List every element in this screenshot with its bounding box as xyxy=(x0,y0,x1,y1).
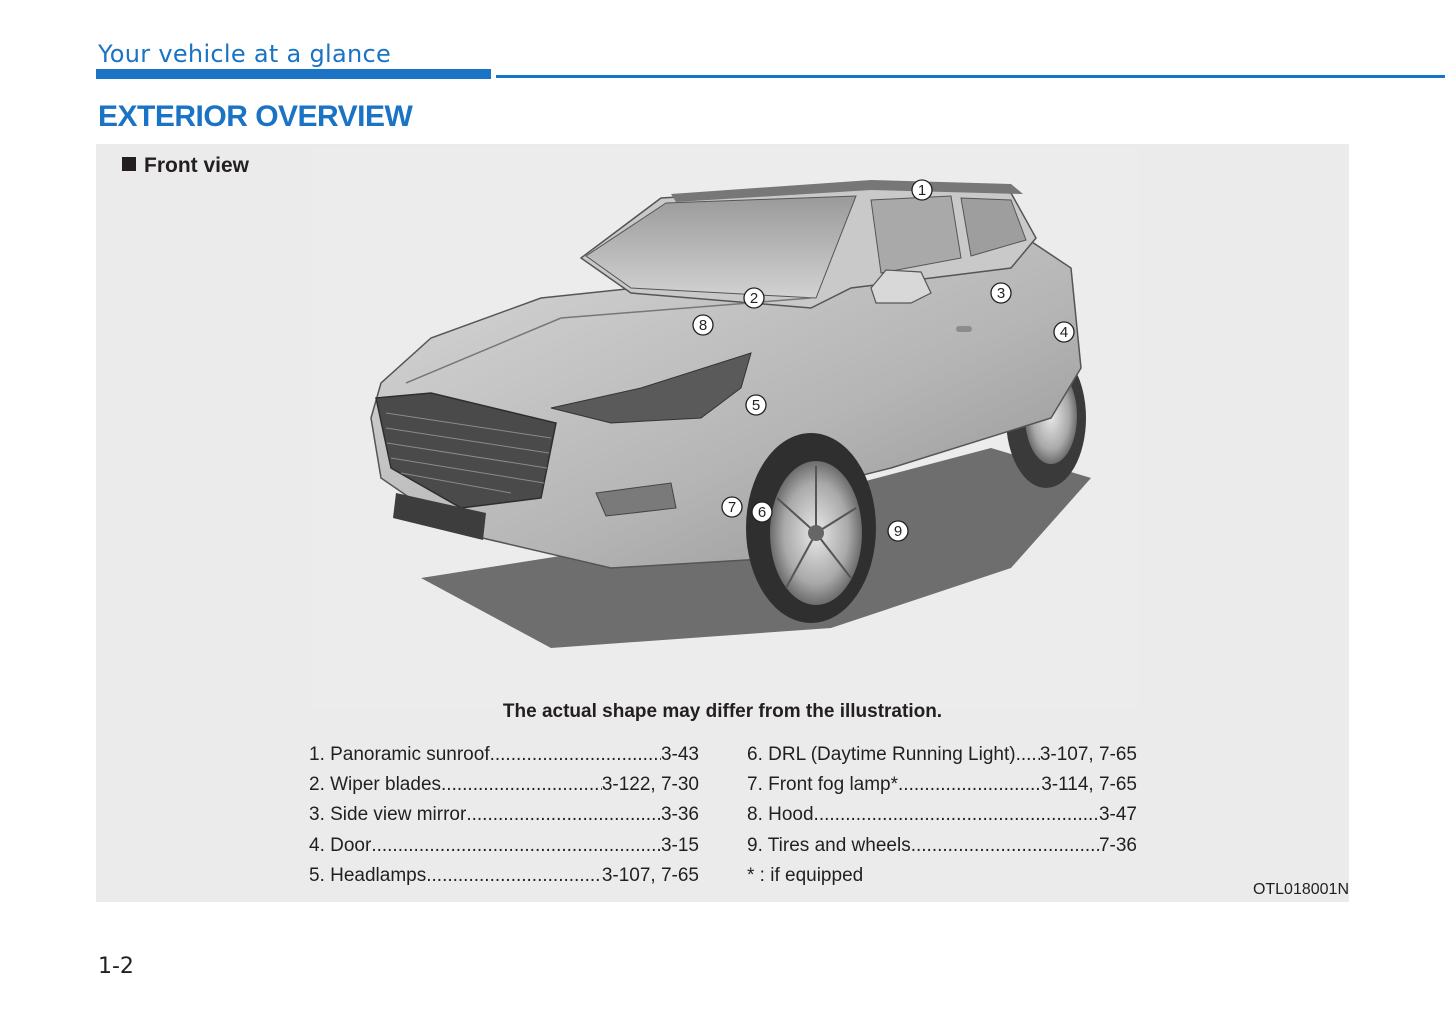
svg-text:5: 5 xyxy=(751,397,761,414)
vehicle-illustration xyxy=(311,148,1139,708)
section-title: Your vehicle at a glance xyxy=(98,40,392,68)
section-rule-thin xyxy=(496,75,1445,78)
list-item: 3. Side view mirror ..... 3-36 xyxy=(309,800,699,830)
list-item: 7. Front fog lamp* ..... 3-114, 7-65 xyxy=(747,770,1137,800)
svg-text:6: 6 xyxy=(757,504,767,521)
svg-text:9: 9 xyxy=(893,523,903,540)
illustration-disclaimer: The actual shape may differ from the illustration. xyxy=(502,701,943,722)
callout-8 xyxy=(693,315,713,335)
callout-2 xyxy=(744,288,764,308)
list-item: 1. Panoramic sunroof ..... 3-43 xyxy=(309,740,699,770)
overview-panel xyxy=(96,144,1349,902)
view-label-text: Front view xyxy=(144,154,250,177)
svg-text:2: 2 xyxy=(749,290,759,307)
svg-text:1: 1 xyxy=(917,182,927,199)
page-number: 1-2 xyxy=(98,954,134,979)
callout-1 xyxy=(912,180,932,200)
callout-3 xyxy=(991,283,1011,303)
list-item: 8. Hood ..... 3-47 xyxy=(747,800,1137,830)
svg-text:3: 3 xyxy=(996,285,1006,302)
image-code: OTL018001N xyxy=(1252,881,1349,898)
equipment-footnote: * : if equipped xyxy=(747,864,864,886)
list-item: 9. Tires and wheels ..... 7-36 xyxy=(747,831,1137,861)
callout-5 xyxy=(746,395,766,415)
section-rule-thick xyxy=(96,69,491,79)
page-title: EXTERIOR OVERVIEW xyxy=(98,100,413,133)
callout-4 xyxy=(1054,322,1074,342)
svg-text:7: 7 xyxy=(727,499,737,516)
svg-text:4: 4 xyxy=(1059,324,1069,341)
list-item: 4. Door ..... 3-15 xyxy=(309,831,699,861)
callout-7 xyxy=(722,497,742,517)
view-label xyxy=(122,154,249,178)
list-item: 6. DRL (Daytime Running Light) ..... 3-107, 7-65 xyxy=(747,740,1137,770)
component-list-left xyxy=(309,740,699,891)
square-bullet-icon xyxy=(122,157,136,171)
callout-6 xyxy=(752,502,772,522)
list-item: 5. Headlamps ..... 3-107, 7-65 xyxy=(309,861,699,891)
component-list-right xyxy=(747,740,1137,891)
callout-9 xyxy=(888,521,908,541)
list-item: 2. Wiper blades ..... 3-122, 7-30 xyxy=(309,770,699,800)
svg-text:8: 8 xyxy=(698,317,708,334)
